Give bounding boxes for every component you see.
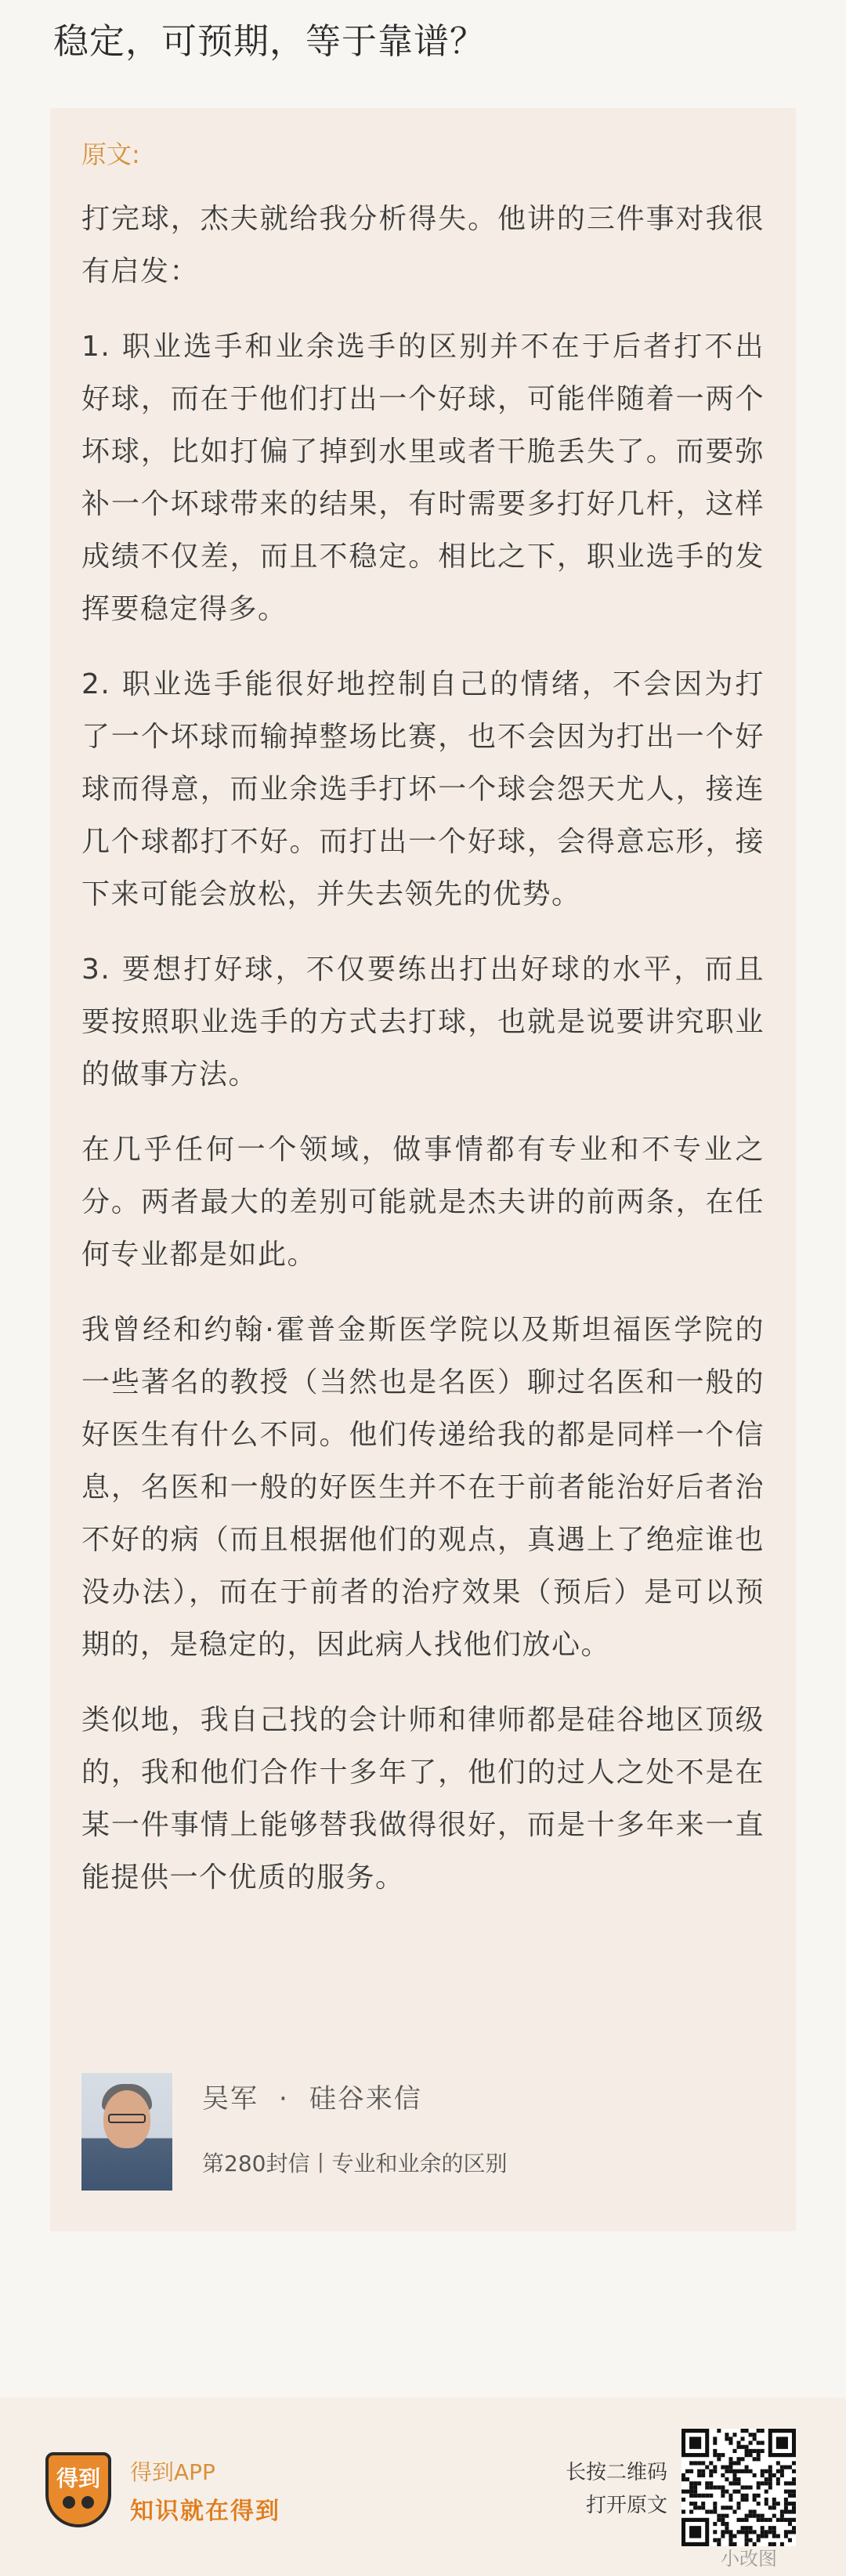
qr-code-icon[interactable]: [682, 2429, 796, 2546]
article-paragraph: 1. 职业选手和业余选手的区别并不在于后者打不出好球，而在于他们打出一个好球，可能伴随着一两个坏球，比如打偏了掉到水里或者干脆丢失了。而要弥补一个坏球带来的结果，有时需要多打好几杆，这样成绩不仅差，而且不稳定。相比之下，职业选手的发挥要稳定得多。: [81, 331, 765, 625]
author-line: [202, 2079, 507, 2118]
app-name: 得到APP: [130, 2459, 215, 2485]
article-paragraph: 类似地，我自己找的会计师和律师都是硅谷地区顶级的，我和他们合作十多年了，他们的过人之处不是在某一件事情上能够替我做得很好，而是十多年来一直能提供一个优质的服务。: [81, 1704, 765, 1894]
author-block[interactable]: [81, 2073, 507, 2191]
page-title: 稳定，可预期，等于靠谱？: [53, 20, 486, 62]
dedao-logo-icon: [45, 2452, 111, 2527]
article-paragraph: 2. 职业选手能很好地控制自己的情绪，不会因为打了一个坏球而输掉整场比赛，也不会因为打出一个好球而得意，而业余选手打坏一个球会怨天尤人，接连几个球都打不好。而打出一个好球，会得意忘形，接下来可能会放松，并失去领先的优势。: [81, 668, 765, 910]
footer-bar: [0, 2397, 846, 2576]
article-paragraph: 3. 要想打好球，不仅要练出打出好球的水平，而且要按照职业选手的方式去打球，也就是说要讲究职业的做事方法。: [81, 953, 765, 1091]
author-avatar: [81, 2073, 172, 2191]
column-name: 硅谷来信: [309, 2083, 422, 2115]
logo-text: 得到: [56, 2466, 100, 2491]
author-name: 吴军: [202, 2083, 258, 2115]
watermark: 小改图: [721, 2548, 777, 2570]
article-paragraph: 在几乎任何一个领域，做事情都有专业和不专业之分。两者最大的差别可能就是杰夫讲的前两条，在任何专业都是如此。: [81, 1134, 765, 1271]
article-paragraph: 打完球，杰夫就给我分析得失。他讲的三件事对我很有启发：: [81, 203, 765, 288]
author-separator: ·: [279, 2083, 289, 2115]
open-original-hint: 打开原文: [585, 2494, 667, 2517]
article-paragraph: 我曾经和约翰·霍普金斯医学院以及斯坦福医学院的一些著名的教授（当然也是名医）聊过名医和一般的好医生有什么不同。他们传递给我的都是同样一个信息，名医和一般的好医生并不在于前者能治好后者治不好的病（而且根据他们的观点，真遇上了绝症谁也没办法），而在于前者的治疗效果（预后）是可以预期的，是稳定的，因此病人找他们放心。: [81, 1314, 765, 1661]
article-card: [50, 108, 796, 2231]
letter-subtitle: 第280封信丨专业和业余的区别: [202, 2151, 508, 2176]
app-slogan: 知识就在得到: [130, 2498, 280, 2525]
original-text-label: 原文:: [81, 139, 140, 169]
scan-hint: 长按二维码: [565, 2461, 667, 2484]
